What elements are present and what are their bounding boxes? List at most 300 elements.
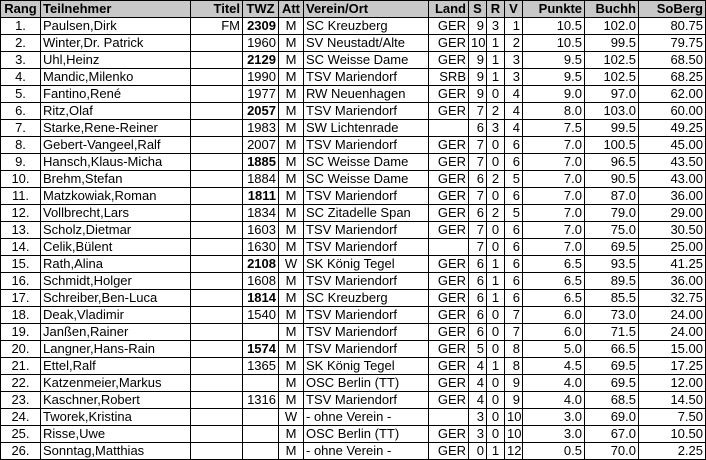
table-row (1, 154, 706, 171)
cell-soberg: 36.00 (639, 273, 706, 290)
cell-land: GER (429, 35, 469, 52)
cell-teilnehmer: Ritz,Olaf (41, 103, 191, 120)
cell-buchh: 73.0 (585, 307, 639, 324)
cell-buchh: 85.5 (585, 290, 639, 307)
cell-buchh: 71.5 (585, 324, 639, 341)
cell-verein: TSV Mariendorf (304, 137, 429, 154)
cell-teilnehmer: Matzkowiak,Roman (41, 188, 191, 205)
cell-soberg: 2.25 (639, 443, 706, 460)
cell-twz: 2057 (243, 103, 279, 120)
cell-s: 9 (469, 86, 487, 103)
table-row (1, 222, 706, 239)
cell-r: 0 (487, 188, 505, 205)
cell-twz: 1990 (243, 69, 279, 86)
cell-titel (191, 188, 243, 205)
cell-v: 8 (505, 341, 523, 358)
cell-titel (191, 69, 243, 86)
table-row (1, 205, 706, 222)
cell-att: M (279, 273, 304, 290)
cell-s: 3 (469, 426, 487, 443)
cell-v: 4 (505, 103, 523, 120)
table-row (1, 239, 706, 256)
cell-r: 1 (487, 443, 505, 460)
cell-rang: 10. (1, 171, 41, 188)
cell-buchh: 68.5 (585, 392, 639, 409)
cell-twz: 1574 (243, 341, 279, 358)
cell-s: 7 (469, 103, 487, 120)
cell-s: 5 (469, 341, 487, 358)
cell-rang: 19. (1, 324, 41, 341)
cell-v: 12 (505, 443, 523, 460)
cell-r: 1 (487, 69, 505, 86)
cell-buchh: 66.5 (585, 341, 639, 358)
table-row (1, 409, 706, 426)
header-att: Att (279, 1, 304, 18)
cell-teilnehmer: Gebert-Vangeel,Ralf (41, 137, 191, 154)
cell-twz: 1983 (243, 120, 279, 137)
cell-punkte: 7.0 (523, 222, 585, 239)
table-row (1, 375, 706, 392)
cell-att: M (279, 35, 304, 52)
cell-land: GER (429, 426, 469, 443)
cell-soberg: 30.50 (639, 222, 706, 239)
cell-verein: SW Lichtenrade (304, 120, 429, 137)
cell-punkte: 3.0 (523, 426, 585, 443)
cell-r: 1 (487, 35, 505, 52)
table-row (1, 120, 706, 137)
cell-titel (191, 222, 243, 239)
cell-soberg: 12.00 (639, 375, 706, 392)
cell-verein: SV Neustadt/Alte (304, 35, 429, 52)
cell-punkte: 7.0 (523, 154, 585, 171)
header-soberg: SoBerg (639, 1, 706, 18)
cell-land: GER (429, 307, 469, 324)
cell-land (429, 239, 469, 256)
cell-twz: 1316 (243, 392, 279, 409)
cell-att: M (279, 358, 304, 375)
cell-teilnehmer: Langner,Hans-Rain (41, 341, 191, 358)
cell-titel (191, 358, 243, 375)
cell-s: 6 (469, 324, 487, 341)
cell-teilnehmer: Katzenmeier,Markus (41, 375, 191, 392)
cell-v: 7 (505, 307, 523, 324)
cell-twz: 1885 (243, 154, 279, 171)
header-twz: TWZ (243, 1, 279, 18)
cell-buchh: 99.5 (585, 35, 639, 52)
cell-rang: 4. (1, 69, 41, 86)
cell-verein: SC Kreuzberg (304, 290, 429, 307)
cell-land: GER (429, 256, 469, 273)
cell-s: 10 (469, 35, 487, 52)
cell-buchh: 102.5 (585, 69, 639, 86)
cell-v: 6 (505, 256, 523, 273)
cell-r: 1 (487, 273, 505, 290)
cell-rang: 25. (1, 426, 41, 443)
cell-twz (243, 409, 279, 426)
cell-titel (191, 52, 243, 69)
cell-land: GER (429, 137, 469, 154)
cell-soberg: 49.25 (639, 120, 706, 137)
cell-verein: SK König Tegel (304, 358, 429, 375)
cell-teilnehmer: Celik,Bülent (41, 239, 191, 256)
header-teilnehmer: Teilnehmer (41, 1, 191, 18)
cell-soberg: 7.50 (639, 409, 706, 426)
cell-att: M (279, 307, 304, 324)
cell-punkte: 4.0 (523, 392, 585, 409)
cell-att: M (279, 324, 304, 341)
cell-titel (191, 290, 243, 307)
cell-buchh: 89.5 (585, 273, 639, 290)
cell-verein: - ohne Verein - (304, 409, 429, 426)
cell-s: 6 (469, 307, 487, 324)
cell-att: M (279, 120, 304, 137)
table-row (1, 307, 706, 324)
cell-titel (191, 137, 243, 154)
cell-v: 8 (505, 358, 523, 375)
header-titel: Titel (191, 1, 243, 18)
cell-teilnehmer: Mandic,Milenko (41, 69, 191, 86)
cell-soberg: 43.00 (639, 171, 706, 188)
cell-titel: FM (191, 18, 243, 35)
cell-v: 4 (505, 120, 523, 137)
cell-punkte: 7.0 (523, 239, 585, 256)
cell-teilnehmer: Winter,Dr. Patrick (41, 35, 191, 52)
cell-land: GER (429, 290, 469, 307)
cell-s: 6 (469, 171, 487, 188)
cell-punkte: 10.5 (523, 35, 585, 52)
table-row (1, 52, 706, 69)
cell-att: M (279, 222, 304, 239)
cell-r: 0 (487, 222, 505, 239)
cell-r: 0 (487, 392, 505, 409)
cell-rang: 22. (1, 375, 41, 392)
header-r: R (487, 1, 505, 18)
cell-att: M (279, 103, 304, 120)
cell-teilnehmer: Uhl,Heinz (41, 52, 191, 69)
cell-punkte: 4.0 (523, 375, 585, 392)
cell-rang: 12. (1, 205, 41, 222)
cell-v: 2 (505, 35, 523, 52)
cell-twz (243, 426, 279, 443)
cell-verein: TSV Mariendorf (304, 239, 429, 256)
cell-v: 10 (505, 409, 523, 426)
table-row (1, 188, 706, 205)
cell-teilnehmer: Schreiber,Ben-Luca (41, 290, 191, 307)
cell-att: M (279, 341, 304, 358)
cell-buchh: 67.0 (585, 426, 639, 443)
cell-land: GER (429, 443, 469, 460)
cell-land: GER (429, 205, 469, 222)
cell-land (429, 409, 469, 426)
cell-v: 5 (505, 171, 523, 188)
cell-titel (191, 154, 243, 171)
cell-land: GER (429, 188, 469, 205)
cell-soberg: 68.50 (639, 52, 706, 69)
cell-rang: 2. (1, 35, 41, 52)
cell-punkte: 7.0 (523, 205, 585, 222)
cell-twz: 2007 (243, 137, 279, 154)
table-row (1, 290, 706, 307)
cell-land: GER (429, 324, 469, 341)
cell-r: 3 (487, 120, 505, 137)
cell-v: 6 (505, 188, 523, 205)
cell-titel (191, 392, 243, 409)
cell-rang: 1. (1, 18, 41, 35)
cell-verein: - ohne Verein - (304, 443, 429, 460)
cell-att: M (279, 86, 304, 103)
header-land: Land (429, 1, 469, 18)
cell-r: 2 (487, 205, 505, 222)
cell-rang: 7. (1, 120, 41, 137)
cell-teilnehmer: Vollbrecht,Lars (41, 205, 191, 222)
table-row (1, 443, 706, 460)
cell-s: 9 (469, 52, 487, 69)
cell-verein: TSV Mariendorf (304, 341, 429, 358)
cell-soberg: 32.75 (639, 290, 706, 307)
cell-verein: TSV Mariendorf (304, 324, 429, 341)
cell-punkte: 10.5 (523, 18, 585, 35)
cell-titel (191, 426, 243, 443)
cell-twz: 1960 (243, 35, 279, 52)
table-row (1, 69, 706, 86)
table-row (1, 358, 706, 375)
cell-buchh: 69.5 (585, 358, 639, 375)
cell-punkte: 6.0 (523, 324, 585, 341)
cell-r: 1 (487, 52, 505, 69)
cell-s: 4 (469, 358, 487, 375)
cell-s: 4 (469, 392, 487, 409)
cell-punkte: 6.0 (523, 307, 585, 324)
cell-soberg: 41.25 (639, 256, 706, 273)
cell-soberg: 29.00 (639, 205, 706, 222)
cell-s: 6 (469, 120, 487, 137)
cell-r: 1 (487, 290, 505, 307)
cell-titel (191, 256, 243, 273)
cell-att: M (279, 205, 304, 222)
cell-buchh: 69.0 (585, 409, 639, 426)
cell-verein: TSV Mariendorf (304, 103, 429, 120)
cell-buchh: 99.5 (585, 120, 639, 137)
header-punkte: Punkte (523, 1, 585, 18)
cell-titel (191, 35, 243, 52)
cell-verein: SK König Tegel (304, 256, 429, 273)
cell-buchh: 79.0 (585, 205, 639, 222)
cell-land: SRB (429, 69, 469, 86)
table-row (1, 35, 706, 52)
cell-punkte: 8.0 (523, 103, 585, 120)
cell-v: 3 (505, 52, 523, 69)
cell-land: GER (429, 375, 469, 392)
cell-v: 7 (505, 324, 523, 341)
cell-soberg: 25.00 (639, 239, 706, 256)
cell-att: M (279, 18, 304, 35)
cell-s: 7 (469, 222, 487, 239)
cell-teilnehmer: Starke,Rene-Reiner (41, 120, 191, 137)
cell-buchh: 69.5 (585, 239, 639, 256)
cell-s: 7 (469, 137, 487, 154)
table-row (1, 86, 706, 103)
cell-soberg: 36.00 (639, 188, 706, 205)
cell-s: 6 (469, 205, 487, 222)
cell-punkte: 9.0 (523, 86, 585, 103)
cell-verein: TSV Mariendorf (304, 188, 429, 205)
cell-att: M (279, 290, 304, 307)
cell-v: 1 (505, 18, 523, 35)
cell-s: 6 (469, 273, 487, 290)
cell-land: GER (429, 86, 469, 103)
cell-rang: 5. (1, 86, 41, 103)
header-verein: Verein/Ort (304, 1, 429, 18)
standings-body (1, 18, 706, 460)
cell-verein: OSC Berlin (TT) (304, 426, 429, 443)
table-row (1, 137, 706, 154)
cell-r: 0 (487, 375, 505, 392)
cell-rang: 20. (1, 341, 41, 358)
cell-s: 7 (469, 239, 487, 256)
cell-soberg: 10.50 (639, 426, 706, 443)
cell-twz: 1814 (243, 290, 279, 307)
cell-soberg: 43.50 (639, 154, 706, 171)
cell-soberg: 14.50 (639, 392, 706, 409)
cell-punkte: 4.5 (523, 358, 585, 375)
cell-att: M (279, 375, 304, 392)
cell-buchh: 103.0 (585, 103, 639, 120)
cell-verein: TSV Mariendorf (304, 273, 429, 290)
cell-twz: 1630 (243, 239, 279, 256)
cell-att: M (279, 239, 304, 256)
cell-r: 1 (487, 256, 505, 273)
cell-v: 4 (505, 86, 523, 103)
cell-teilnehmer: Tworek,Kristina (41, 409, 191, 426)
cell-titel (191, 307, 243, 324)
cell-verein: TSV Mariendorf (304, 392, 429, 409)
header-buchh: Buchh (585, 1, 639, 18)
cell-buchh: 90.5 (585, 171, 639, 188)
cell-buchh: 102.5 (585, 52, 639, 69)
cell-teilnehmer: Hansch,Klaus-Micha (41, 154, 191, 171)
cell-verein: SC Zitadelle Span (304, 205, 429, 222)
cell-titel (191, 341, 243, 358)
cell-verein: RW Neuenhagen (304, 86, 429, 103)
header-rang: Rang (1, 1, 41, 18)
cell-twz: 2309 (243, 18, 279, 35)
cell-soberg: 45.00 (639, 137, 706, 154)
cell-punkte: 9.5 (523, 52, 585, 69)
cell-att: M (279, 52, 304, 69)
cell-teilnehmer: Janßen,Rainer (41, 324, 191, 341)
cell-v: 9 (505, 375, 523, 392)
cell-r: 0 (487, 324, 505, 341)
cell-soberg: 79.75 (639, 35, 706, 52)
cell-verein: TSV Mariendorf (304, 307, 429, 324)
cell-punkte: 5.0 (523, 341, 585, 358)
cell-rang: 21. (1, 358, 41, 375)
cell-s: 7 (469, 188, 487, 205)
cell-v: 6 (505, 137, 523, 154)
cell-rang: 9. (1, 154, 41, 171)
cell-twz: 1884 (243, 171, 279, 188)
cell-rang: 14. (1, 239, 41, 256)
cell-punkte: 7.0 (523, 188, 585, 205)
cell-v: 3 (505, 69, 523, 86)
cell-rang: 15. (1, 256, 41, 273)
cell-punkte: 0.5 (523, 443, 585, 460)
cell-rang: 26. (1, 443, 41, 460)
cell-r: 0 (487, 239, 505, 256)
cell-verein: SC Weisse Dame (304, 171, 429, 188)
table-row (1, 341, 706, 358)
cell-titel (191, 375, 243, 392)
cell-punkte: 7.0 (523, 171, 585, 188)
cell-titel (191, 324, 243, 341)
cell-teilnehmer: Scholz,Dietmar (41, 222, 191, 239)
cell-rang: 13. (1, 222, 41, 239)
cell-v: 9 (505, 392, 523, 409)
cell-land: GER (429, 392, 469, 409)
cell-soberg: 60.00 (639, 103, 706, 120)
cell-twz (243, 324, 279, 341)
cell-soberg: 24.00 (639, 307, 706, 324)
cell-teilnehmer: Sonntag,Matthias (41, 443, 191, 460)
cell-land: GER (429, 273, 469, 290)
cell-r: 2 (487, 171, 505, 188)
cell-land: GER (429, 154, 469, 171)
cell-att: M (279, 426, 304, 443)
cell-titel (191, 273, 243, 290)
cell-titel (191, 86, 243, 103)
cell-punkte: 7.5 (523, 120, 585, 137)
cell-twz (243, 443, 279, 460)
cell-teilnehmer: Fantino,René (41, 86, 191, 103)
cell-att: M (279, 188, 304, 205)
cell-att: M (279, 154, 304, 171)
cell-r: 0 (487, 341, 505, 358)
cell-soberg: 24.00 (639, 324, 706, 341)
cell-v: 6 (505, 273, 523, 290)
table-row (1, 18, 706, 35)
cell-rang: 16. (1, 273, 41, 290)
cell-land: GER (429, 52, 469, 69)
cell-land: GER (429, 103, 469, 120)
cell-buchh: 96.5 (585, 154, 639, 171)
cell-twz (243, 375, 279, 392)
cell-r: 1 (487, 358, 505, 375)
table-row (1, 171, 706, 188)
cell-s: 4 (469, 375, 487, 392)
cell-rang: 11. (1, 188, 41, 205)
cell-verein: SC Weisse Dame (304, 52, 429, 69)
cell-v: 5 (505, 205, 523, 222)
cell-punkte: 9.5 (523, 69, 585, 86)
cell-v: 6 (505, 290, 523, 307)
cell-buchh: 102.0 (585, 18, 639, 35)
cell-att: M (279, 137, 304, 154)
cell-land: GER (429, 171, 469, 188)
cell-punkte: 6.5 (523, 273, 585, 290)
cell-soberg: 62.00 (639, 86, 706, 103)
table-row (1, 256, 706, 273)
cell-buchh: 97.0 (585, 86, 639, 103)
header-row (1, 1, 706, 18)
cell-punkte: 3.0 (523, 409, 585, 426)
cell-land: GER (429, 18, 469, 35)
cell-titel (191, 443, 243, 460)
cell-att: W (279, 256, 304, 273)
cell-r: 0 (487, 154, 505, 171)
cell-twz: 1608 (243, 273, 279, 290)
cell-rang: 17. (1, 290, 41, 307)
cell-rang: 18. (1, 307, 41, 324)
